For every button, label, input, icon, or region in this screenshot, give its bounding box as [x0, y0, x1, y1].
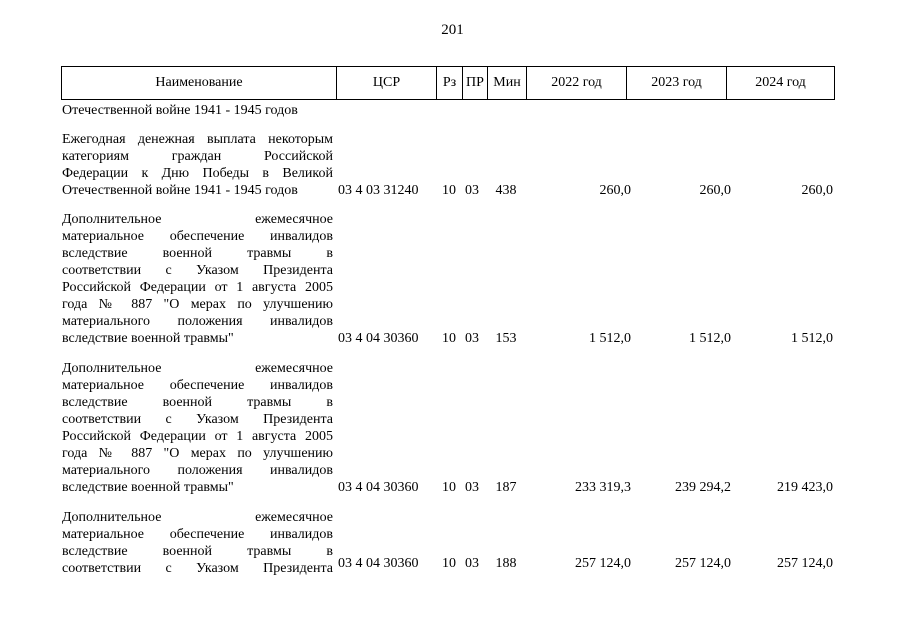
row-name-line: материальное обеспечение инвалидов	[62, 527, 333, 542]
table-row	[61, 509, 835, 577]
row-name-line: соответствии с Указом Президента	[62, 412, 333, 427]
row-min: 438	[495, 183, 517, 198]
row-2023: 260,0	[699, 183, 731, 198]
row-name	[62, 509, 333, 577]
row-name-line: года № 887 "О мерах по улучшению	[62, 446, 333, 461]
row-name-line: соответствии с Указом Президента	[62, 263, 333, 278]
row-name-line: Дополнительное ежемесячное	[62, 361, 333, 376]
row-name-line: Российской Федерации от 1 августа 2005	[62, 429, 333, 444]
header-min: Мин	[488, 67, 527, 99]
row-2023: 257 124,0	[675, 556, 731, 571]
row-name-line: года № 887 "О мерах по улучшению	[62, 297, 333, 312]
row-name-line: материальное обеспечение инвалидов	[62, 229, 333, 244]
row-name-line: вследствие военной травмы в	[62, 395, 333, 410]
header-2023: 2023 год	[627, 67, 727, 99]
row-name-line: материального положения инвалидов	[62, 314, 333, 329]
row-2024: 219 423,0	[777, 480, 833, 495]
row-name-line: Федерации к Дню Победы в Великой	[62, 166, 333, 181]
row-csr: 03 4 04 30360	[338, 556, 419, 571]
row-pr: 03	[465, 480, 479, 495]
continuation-text: Отечественной войне 1941 - 1945 годов	[62, 103, 298, 118]
table-row	[61, 131, 835, 199]
row-2022: 257 124,0	[575, 556, 631, 571]
row-rz: 10	[442, 480, 456, 495]
row-name	[62, 211, 333, 347]
header-pr: ПР	[463, 67, 488, 99]
row-name-line: категориям граждан Российской	[62, 149, 333, 164]
row-csr: 03 4 03 31240	[338, 183, 419, 198]
row-rz: 10	[442, 331, 456, 346]
row-name-line: Российской Федерации от 1 августа 2005	[62, 280, 333, 295]
page-number: 201	[441, 22, 464, 38]
row-min: 187	[495, 480, 517, 495]
row-name	[62, 360, 333, 496]
row-rz: 10	[442, 556, 456, 571]
row-name-line: вследствие военной травмы в	[62, 246, 333, 261]
row-name	[62, 131, 333, 199]
row-name-line: Дополнительное ежемесячное	[62, 212, 333, 227]
header-2024: 2024 год	[755, 75, 806, 90]
table-header	[61, 66, 835, 100]
header-2022: 2022 год	[527, 67, 627, 99]
row-2024: 1 512,0	[791, 331, 833, 346]
row-csr: 03 4 04 30360	[338, 480, 419, 495]
row-2024: 260,0	[801, 183, 833, 198]
row-name-line: Дополнительное ежемесячное	[62, 510, 333, 525]
row-2022: 233 319,3	[575, 480, 631, 495]
row-min: 153	[495, 331, 517, 346]
row-name-line: соответствии с Указом Президента	[62, 561, 333, 576]
row-pr: 03	[465, 331, 479, 346]
header-rz: Рз	[437, 67, 463, 99]
row-pr: 03	[465, 183, 479, 198]
table-row	[61, 211, 835, 347]
row-pr: 03	[465, 556, 479, 571]
row-name-line: вследствие военной травмы"	[62, 480, 234, 495]
row-name-line: материального положения инвалидов	[62, 463, 333, 478]
header-name: Наименование	[62, 67, 337, 99]
row-name-line: вследствие военной травмы"	[62, 331, 234, 346]
row-name-line: Ежегодная денежная выплата некоторым	[62, 132, 333, 147]
row-name-line: вследствие военной травмы в	[62, 544, 333, 559]
row-2023: 239 294,2	[675, 480, 731, 495]
row-2022: 1 512,0	[589, 331, 631, 346]
row-rz: 10	[442, 183, 456, 198]
row-2024: 257 124,0	[777, 556, 833, 571]
row-2023: 1 512,0	[689, 331, 731, 346]
row-min: 188	[495, 556, 517, 571]
row-name-line: материальное обеспечение инвалидов	[62, 378, 333, 393]
row-name-line: Отечественной войне 1941 - 1945 годов	[62, 183, 298, 198]
row-csr: 03 4 04 30360	[338, 331, 419, 346]
table-row	[61, 360, 835, 496]
row-2022: 260,0	[599, 183, 631, 198]
header-csr: ЦСР	[337, 67, 437, 99]
